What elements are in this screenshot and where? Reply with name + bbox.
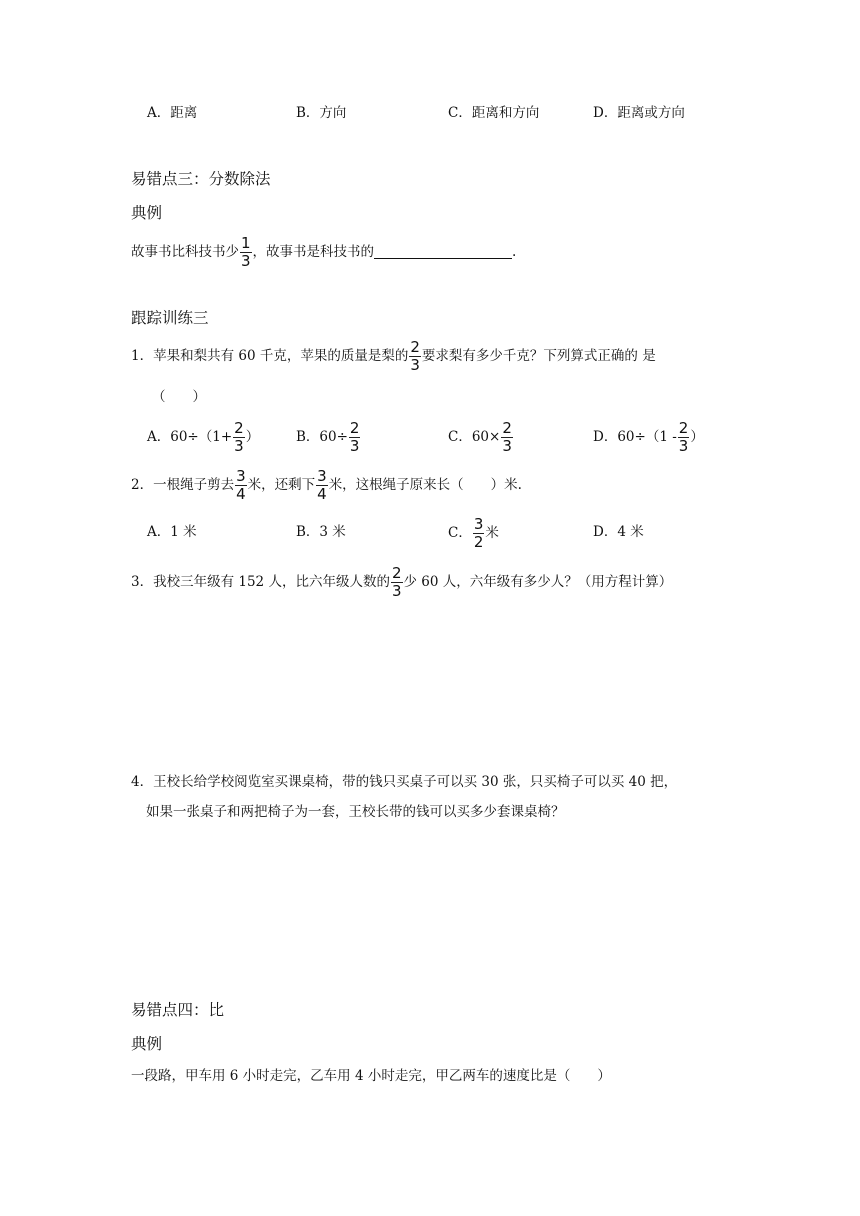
- q1-text-pre: 1．苹果和梨共有 60 千克，苹果的质量是梨的: [131, 347, 409, 364]
- fraction: $\frac{2}{3}$: [502, 419, 512, 455]
- q1-answer-paren: （ ）: [152, 389, 206, 405]
- q2-option-d: D．4 米: [593, 524, 644, 540]
- fraction: $\frac{2}{3}$: [391, 564, 402, 600]
- q1-option-d: D．60÷（1 - $\frac{2}{3}$ ）: [593, 419, 704, 455]
- q1-option-a: A．60÷（1+ $\frac{2}{3}$ ）: [147, 419, 260, 455]
- question-2: 2．一根绳子剪去 $\frac{3}{4}$ 米，还剩下 $\frac{3}{4}$ 米，这根绳子原来长（ ）米.: [131, 467, 522, 503]
- answer-blank: [374, 246, 512, 259]
- fraction: $\frac{3}{4}$: [236, 467, 246, 503]
- fraction: $\frac{2}{3}$: [349, 419, 360, 455]
- q2-option-b: B．3 米: [296, 524, 346, 540]
- example-label-4: 典例: [131, 1035, 163, 1053]
- practice-title: 跟踪训练三: [131, 309, 209, 327]
- fraction: $\frac{1}{3}$: [241, 234, 251, 270]
- q1-text-post: 要求梨有多少千克？下列算式正确的 是: [421, 347, 656, 364]
- example-text-end: .: [512, 243, 517, 260]
- q1-option-c: C．60× $\frac{2}{3}$: [448, 419, 512, 455]
- option-b: B．方向: [296, 105, 347, 121]
- example-label: 典例: [131, 204, 163, 222]
- option-c: C．距离和方向: [448, 105, 540, 121]
- fraction: $\frac{3}{4}$: [317, 467, 327, 503]
- fraction: $\frac{2}{3}$: [234, 419, 244, 455]
- fraction: $\frac{2}{3}$: [410, 338, 420, 374]
- question-1: [131, 340, 656, 373]
- q2-option-a: A．1 米: [147, 524, 197, 540]
- fraction: $\frac{2}{3}$: [678, 419, 689, 455]
- question-3: 3．我校三年级有 152 人，比六年级人数的 $\frac{2}{3}$ 少 60 人，六年级有多少人？（用方程计算）: [131, 564, 673, 600]
- q1-option-b: B．60÷ $\frac{2}{3}$: [296, 419, 360, 455]
- fraction: $\frac{3}{2}$: [473, 515, 484, 551]
- example-text-pre: 故事书比科技书少: [131, 243, 239, 260]
- option-d: D．距离或方向: [593, 105, 685, 121]
- section-title-4: 易错点四：比: [131, 1001, 225, 1019]
- question-4-line-2: 如果一张桌子和两把椅子为一套，王校长带的钱可以买多少套课桌椅？: [146, 804, 565, 820]
- option-a: A．距离: [147, 105, 198, 121]
- example-question: [131, 236, 516, 269]
- section-title: 易错点三：分数除法: [131, 170, 271, 188]
- example-question-4: 一段路，甲车用 6 小时走完，乙车用 4 小时走完，甲乙两车的速度比是（ ）: [131, 1068, 611, 1084]
- example-text-post: ，故事书是科技书的: [252, 243, 375, 260]
- q2-option-c: C． $\frac{3}{2}$ 米: [448, 515, 499, 551]
- question-4-line-1: 4．王校长给学校阅览室买课桌椅，带的钱只买桌子可以买 30 张，只买椅子可以买 40 把，: [131, 774, 678, 790]
